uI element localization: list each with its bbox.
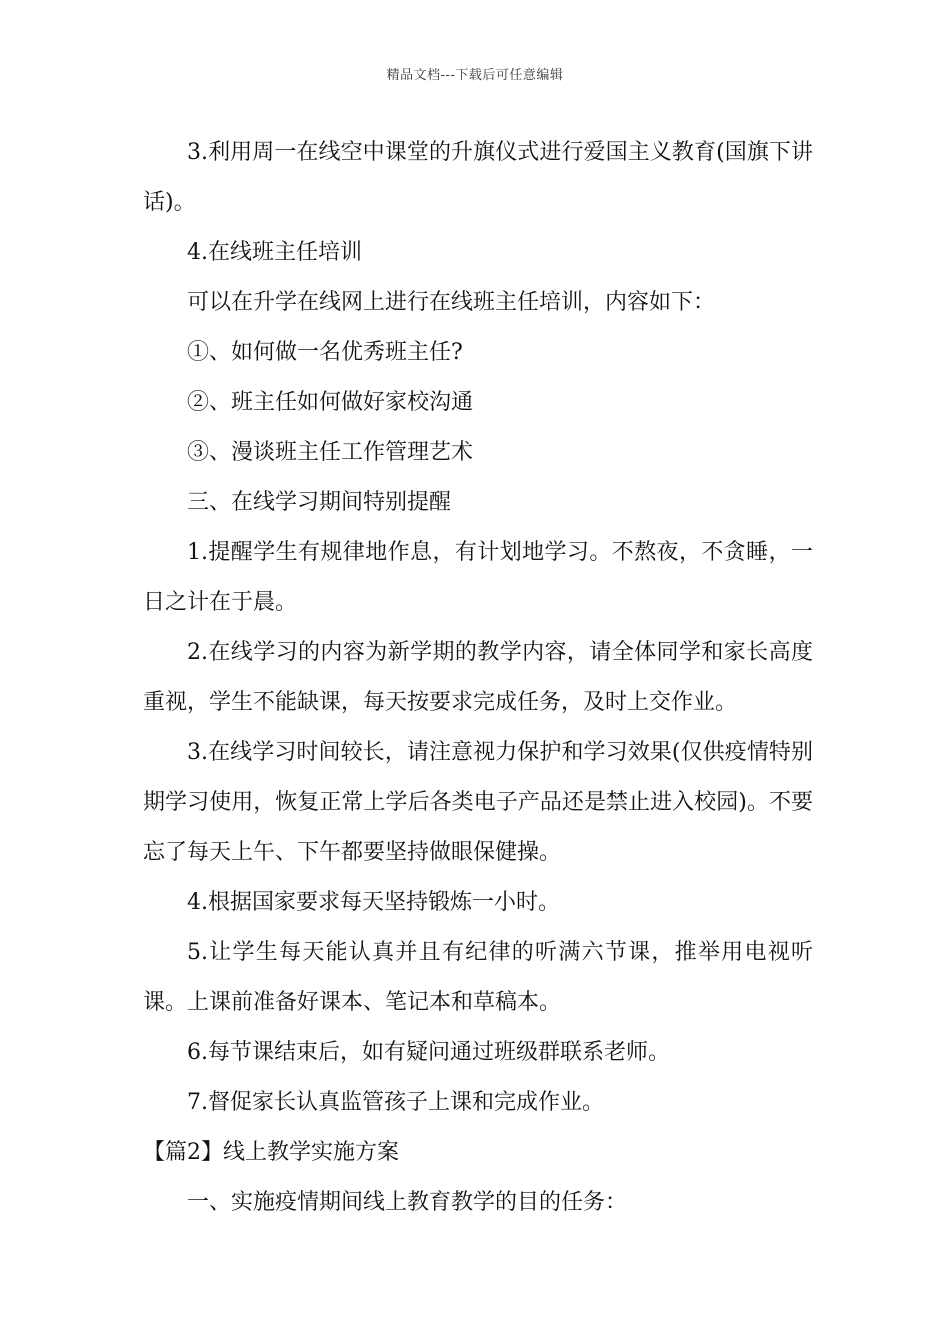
paragraph: 6.每节课结束后，如有疑问通过班级群联系老师。 — [187, 1040, 670, 1065]
paragraph: 7.督促家长认真监管孩子上课和完成作业。 — [187, 1090, 604, 1115]
paragraph: 4.在线班主任培训 — [187, 240, 362, 265]
paragraph: 2.在线学习的内容为新学期的教学内容，请全体同学和家长高度重视，学生不能缺课，每天按要求完成任务，及时上交作业。 — [143, 640, 813, 715]
paragraph: 4.根据国家要求每天坚持锻炼一小时。 — [187, 890, 560, 915]
list-item: ②、班主任如何做好家校沟通 — [187, 390, 474, 415]
paragraph: 可以在升学在线网上进行在线班主任培训，内容如下： — [187, 290, 716, 315]
document-body — [143, 128, 813, 1228]
section-heading: 一、实施疫情期间线上教育教学的目的任务： — [187, 1190, 628, 1215]
list-item: ①、如何做一名优秀班主任? — [187, 340, 463, 365]
paragraph: 1.提醒学生有规律地作息，有计划地学习。不熬夜，不贪睡，一日之计在于晨。 — [143, 540, 813, 615]
article-title: 【篇2】线上教学实施方案 — [143, 1140, 399, 1165]
page-header: 精品文档---下载后可任意编辑 — [386, 68, 564, 83]
section-heading: 三、在线学习期间特别提醒 — [187, 490, 452, 515]
list-item: ③、漫谈班主任工作管理艺术 — [187, 440, 474, 465]
paragraph: 5.让学生每天能认真并且有纪律的听满六节课，推举用电视听课。上课前准备好课本、笔记本和草稿本。 — [143, 940, 813, 1015]
paragraph: 3.在线学习时间较长，请注意视力保护和学习效果(仅供疫情特别期学习使用，恢复正常上学后各类电子产品还是禁止进入校园)。不要忘了每天上午、下午都要坚持做眼保健操。 — [143, 740, 813, 865]
paragraph: 3.利用周一在线空中课堂的升旗仪式进行爱国主义教育(国旗下讲话)。 — [143, 140, 813, 215]
